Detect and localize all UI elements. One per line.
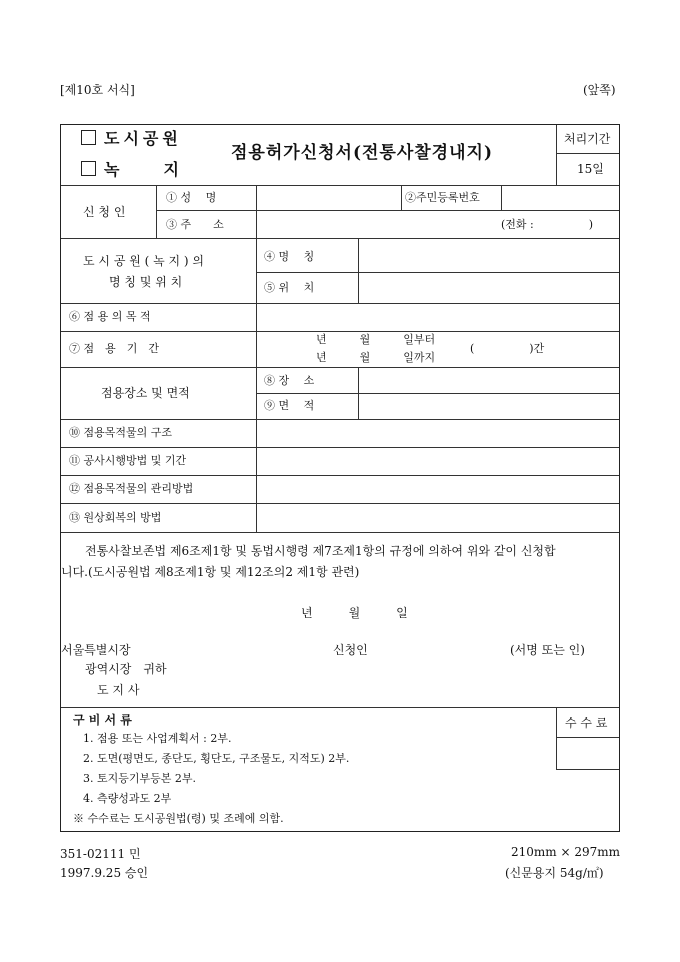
paper-size: 210mm × 297mm [511,845,621,859]
option-urban-park: 도시공원 [81,130,182,146]
form-number: [제10호 서식] [60,83,135,97]
management-method-label: ⑫ 점용목적물의 관리방법 [69,482,194,495]
park-section-line2: 명 칭 및 위 치 [109,275,183,289]
construction-method-label: ⑪ 공사시행방법 및 기간 [69,454,187,467]
urban-park-checkbox[interactable] [81,130,96,145]
fee-label: 수 수 료 [565,716,608,730]
form-title: 점용허가신청서(전통사찰경내지) [231,143,493,163]
processing-period-value: 15일 [577,162,604,176]
structure-label: ⑩ 점용목적물의 구조 [69,426,173,439]
addressee-seoul: 서울특별시장 [61,643,131,657]
fee-note: ※ 수수료는 도시공원법(령) 및 조례에 의함. [73,812,284,825]
park-name-label: ④ 명 칭 [264,250,315,263]
purpose-label: ⑥ 점 용 의 목 적 [69,310,151,323]
statement-line2: 니다.(도시공원법 제8조제1항 및 제12조의2 제1항 관련) [61,565,360,579]
park-location-label: ⑤ 위 치 [264,281,315,294]
addressee-metro: 광역시장 귀하 [85,662,167,676]
place-label: ⑧ 장 소 [264,374,315,387]
application-date: 년 월 일 [301,606,408,620]
period-label: ⑦ 점 용 기 간 [69,342,159,355]
park-section-line1: 도 시 공 원 ( 녹 지 ) 의 [83,254,205,268]
period-from: 년 월 일부터 [316,333,436,346]
period-days: ( )간 [470,342,545,355]
applicant-section: 신 청 인 [83,205,126,219]
addressee-governor: 도 지 사 [97,683,140,697]
area-label: ⑨ 면 적 [264,399,315,412]
doc-item-4: 4. 측량성과도 2부 [83,792,172,805]
green-area-checkbox[interactable] [81,161,96,176]
application-form [60,124,620,832]
processing-period-label: 처리기간 [564,132,611,146]
page-side: (앞쪽) [583,83,616,97]
form-code: 351-02111 민 [60,847,141,861]
period-to: 년 월 일까지 [316,351,436,364]
doc-item-1: 1. 점용 또는 사업계획서 : 2부. [83,732,232,745]
paper-type: (신문용지 54g/㎡) [505,866,604,880]
address-label: ③ 주 소 [166,218,224,231]
option-green-area: 녹 지 [81,161,183,177]
rrn-label: ②주민등록번호 [405,191,480,204]
sign-or-seal: (서명 또는 인) [510,643,585,657]
applicant-signature-label: 신청인 [333,643,368,657]
place-section: 점용장소 및 면적 [101,386,190,400]
doc-item-2: 2. 도면(평면도, 종단도, 횡단도, 구조물도, 지적도) 2부. [83,752,350,765]
name-label: ① 성 명 [166,191,217,204]
statement-line1: 전통사찰보존법 제6조제1항 및 동법시행령 제7조제1항의 규정에 의하여 위와 같이 신청합 [85,544,556,558]
phone-field[interactable]: (전화 : ) [501,218,594,231]
approval-date: 1997.9.25 승인 [60,866,149,880]
restoration-method-label: ⑬ 원상회복의 방법 [69,511,162,524]
required-docs-title: 구 비 서 류 [73,713,132,727]
doc-item-3: 3. 토지등기부등본 2부. [83,772,196,785]
